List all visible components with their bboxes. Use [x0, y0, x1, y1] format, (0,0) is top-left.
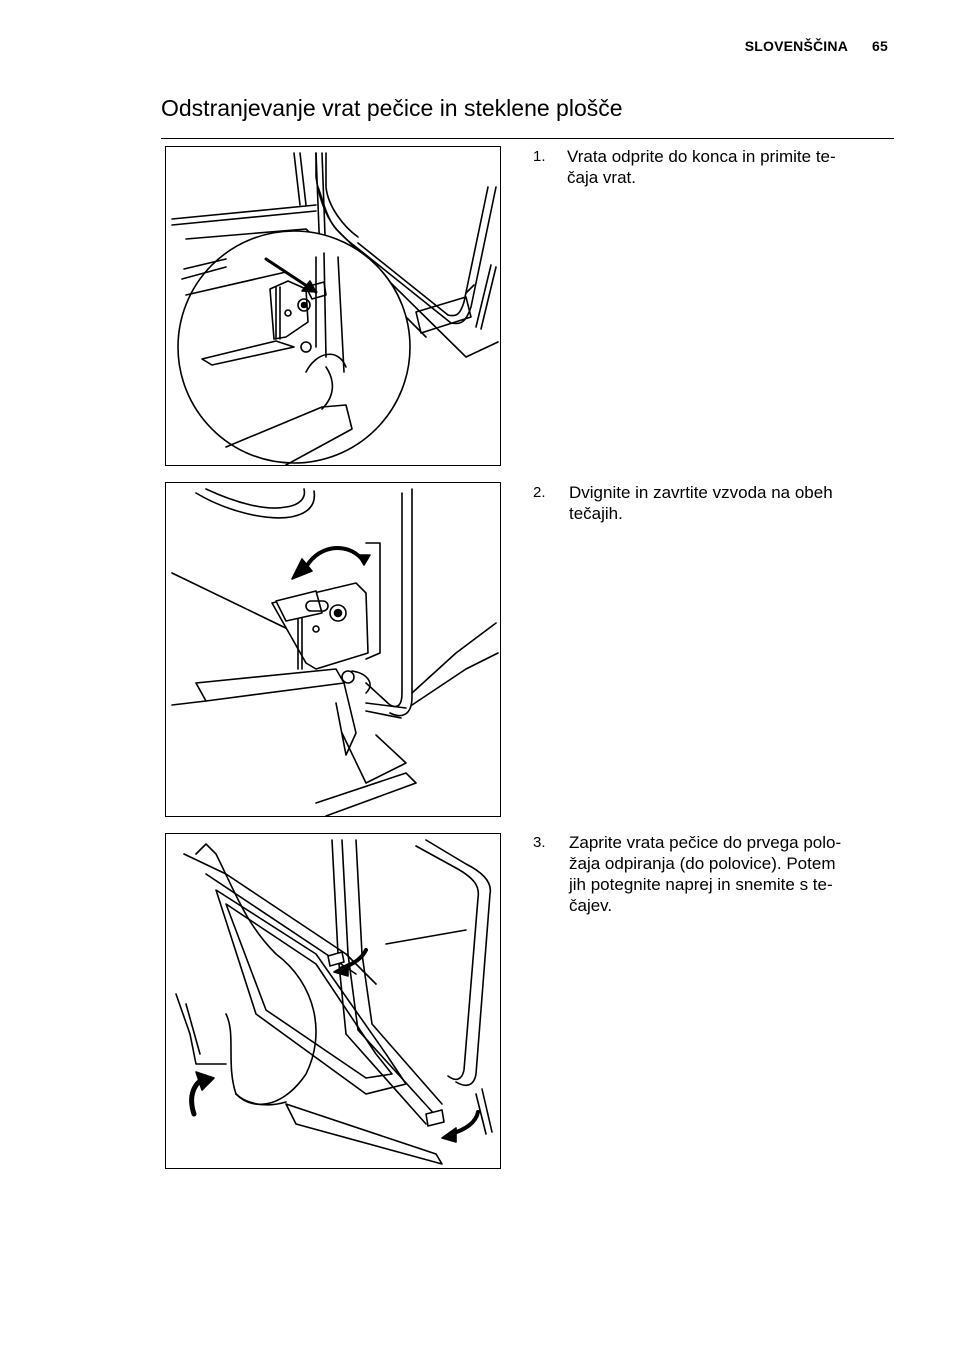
step-3-number: 3.: [533, 834, 546, 851]
section-title: Odstranjevanje vrat pečice in steklene plošče: [161, 95, 623, 121]
figure-step-2-lift-levers: [165, 482, 501, 817]
page-header: [745, 38, 888, 54]
figure-step-3-remove-door: [165, 833, 501, 1169]
step-2-number: 2.: [533, 484, 546, 501]
figure-step-1-open-door-hinge: [165, 146, 501, 466]
step-3-text: Zaprite vrata pečice do prvega polo- žaja odpiranja (do polovice). Potem jih potegnite naprej in snemite s te- čajev.: [569, 833, 842, 915]
title-divider: [161, 138, 894, 139]
step-1-text: Vrata odprite do konca in primite te- čaja vrat.: [567, 147, 836, 187]
page-number: 65: [872, 38, 888, 54]
step-2-text: Dvignite in zavrtite vzvoda na obeh tečajih.: [569, 483, 833, 523]
step-1-number: 1.: [533, 148, 546, 165]
language-label: SLOVENŠČINA: [744, 38, 849, 54]
